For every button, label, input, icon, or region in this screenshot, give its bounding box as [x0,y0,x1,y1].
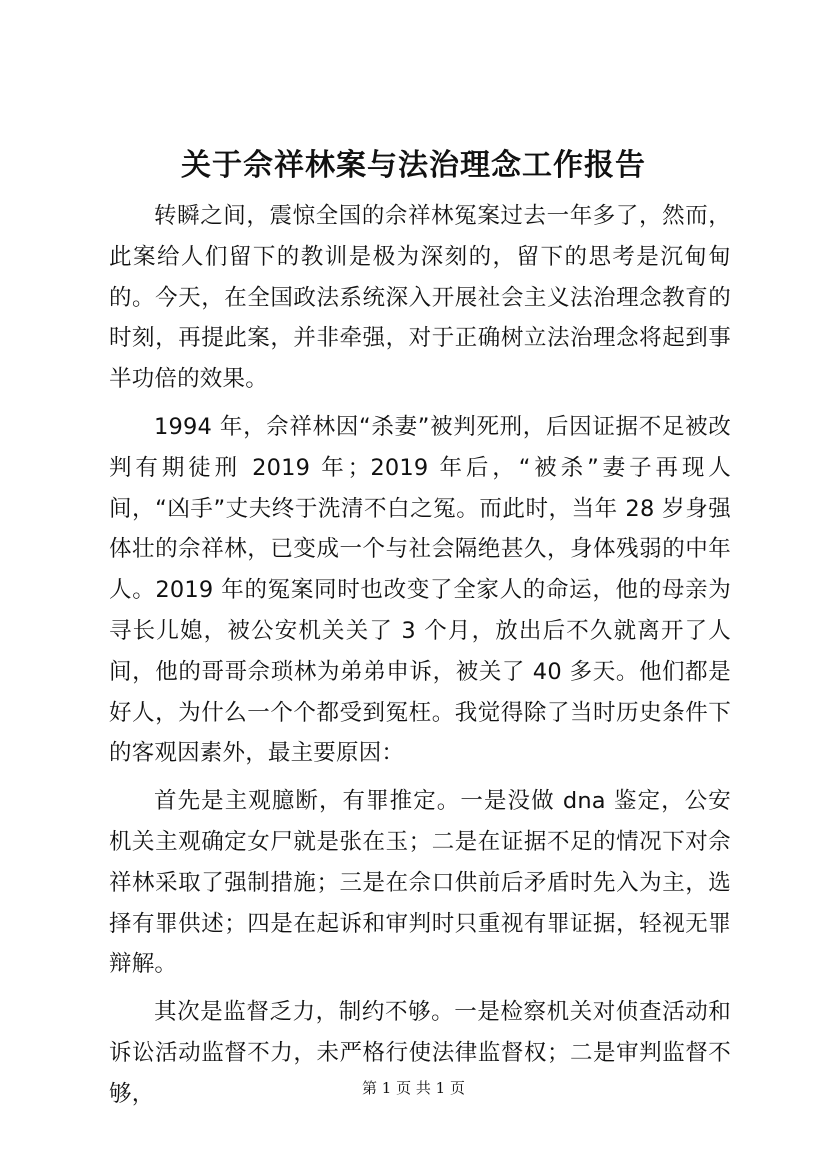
paragraph-4: 其次是监督乏力，制约不够。一是检察机关对侦查活动和诉讼活动监督不力，未严格行使法律监督权；二是审判监督不够， [109,999,731,1107]
document-title: 关于佘祥林案与法治理念工作报告 [181,148,646,183]
document-body [109,196,731,1122]
paragraph-1: 转瞬之间，震惊全国的佘祥林冤案过去一年多了，然而，此案给人们留下的教训是极为深刻的，留下的思考是沉甸甸的。今天，在全国政法系统深入开展社会主义法治理念教育的时刻，再提此案，并非牵强，对于正确树立法治理念将起到事半功倍的效果。 [109,203,731,393]
paragraph-3: 首先是主观臆断，有罪推定。一是没做 dna 鉴定，公安机关主观确定女尸就是张在玉；二是在证据不足的情况下对佘祥林采取了强制措施；三是在佘口供前后矛盾时先入为主，选择有罪供述；四是在起诉和审判时只重视有罪证据，轻视无罪辩解。 [109,788,731,978]
paragraph-2: 1994 年，佘祥林因“杀妻”被判死刑，后因证据不足被改判有期徒刑 2019 年；2019 年后，“被杀”妻子再现人间，“凶手”丈夫终于洗清不白之冤。而此时，当年 28 岁身强体壮的佘祥林，已变成一个与社会隔绝甚久，身体残弱的中年人。2019 年的冤案同时也改变了全家人的命运，他的母亲为寻长儿媳，被公安机关关了 3 个月，放出后不久就离开了人间，他的哥哥佘琐林为弟弟申诉，被关了 40 多天。他们都是好人，为什么一个个都受到冤枉。我觉得除了当时历史条件下的客观因素外，最主要原因： [109,413,731,767]
page-footer: 第 1 页 共 1 页 [362,1079,465,1097]
